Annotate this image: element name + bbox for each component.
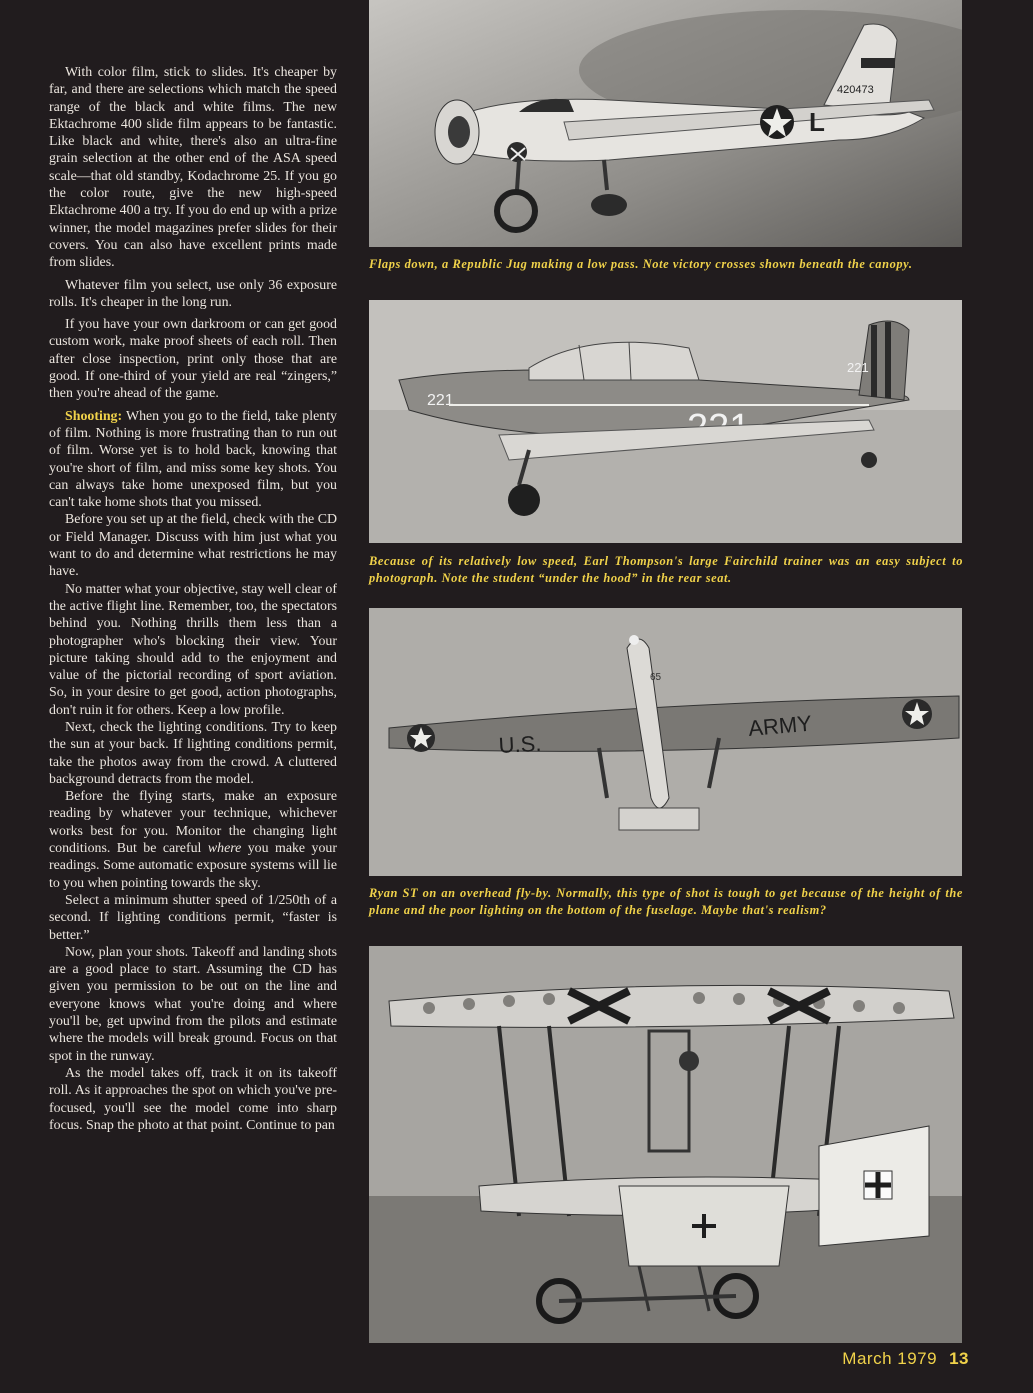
paragraph: As the model takes off, track it on its takeoff roll. As it approaches the spot on which you've pre-focused, you'll see the model come into sharp focus. Snap the photo at that point. Continue to pan: [49, 1065, 337, 1133]
paragraph-text: you make your readings. Some automatic exposure systems will lie to you when pointing towards the sky.: [49, 841, 337, 891]
paragraph-shooting: [49, 408, 337, 512]
ryan-illustration: [369, 608, 962, 876]
section-heading: Shooting:: [65, 408, 123, 424]
photo-biplane: [369, 946, 962, 1343]
photo-republic-jug: [369, 0, 962, 247]
emphasis: where: [207, 841, 242, 857]
article-body: [49, 64, 337, 1134]
tail-number: 221: [847, 360, 869, 375]
wing-marking-us: U.S.: [497, 730, 542, 758]
page-number: 13: [949, 1349, 969, 1368]
photo-caption: Because of its relatively low speed, Earl Thompson's large Fairchild trainer was an easy subject to photograph. Note the student “under the hood” in the rear seat.: [369, 554, 963, 585]
biplane-illustration: [369, 946, 962, 1343]
wing-marking-army: ARMY: [747, 710, 813, 741]
paragraph: Select a minimum shutter speed of 1/250th of a second. If lighting conditions permit, “faster is better.”: [49, 892, 337, 943]
nose-number: 221: [427, 392, 454, 409]
paragraph: Now, plan your shots. Takeoff and landing shots are a good place to start. Assuming the CD has given you permission to be out on the line and everyone knows what you're doing and where you'll be, get upwind from the pilots and estimate where the models will break ground. Focus on that spot in the runway.: [49, 944, 337, 1064]
paragraph: Before you set up at the field, check with the CD or Field Manager. Discuss with him just what you want to do and determine what restrictions he may have.: [49, 512, 337, 580]
paragraph: No matter what your objective, stay well clear of the active flight line. Remember, too, the spectators behind you. Nothing thrills them less than a photographer who's blocking their view. Your picture taking should add to the enjoyment and value of the pictorial recording of sport aviation. So, in your desire to get good, action photographs, don't ruin it for others. Keep a low profile.: [49, 581, 337, 718]
squadron-letter: L: [809, 107, 825, 137]
fuselage-number: 65: [650, 672, 662, 683]
paragraph: Whatever film you select, use only 36 exposure rolls. It's cheaper in the long run.: [49, 277, 337, 310]
jug-illustration: [369, 0, 962, 247]
paragraph: Next, check the lighting conditions. Try to keep the sun at your back. If lighting conditions permit, take the photos away from the crowd. A cluttered background detracts from the model.: [49, 719, 337, 787]
fairchild-illustration: [369, 300, 962, 543]
paragraph-text: When you go to the field, take plenty of film. Nothing is more frustrating than to run out of film. Worse yet is to hold back, knowing that you're short of film, and miss some key shots. You can always take home unexposed film, but you can't take home shots that you missed.: [49, 408, 337, 511]
tail-number: 420473: [837, 84, 874, 96]
paragraph: If you have your own darkroom or can get good custom work, make proof sheets of each roll. Then after close inspection, print only those that are good. If one-third of your yield are real “zingers,” then you're ahead of the game.: [49, 317, 337, 402]
issue-date: March 1979: [842, 1349, 938, 1368]
photo-caption: Flaps down, a Republic Jug making a low pass. Note victory crosses shown beneath the canopy.: [369, 257, 913, 271]
paragraph-text: Before the flying starts, make an exposure reading by whatever your technique, whichever works best for you. Monitor the changing light conditions. But be careful: [49, 789, 337, 857]
page-footer: [842, 1349, 969, 1369]
paragraph: With color film, stick to slides. It's cheaper by far, and there are selections which match the speed range of the black and white films. The new Ektachrome 400 slide film appears to be fantastic. Like black and white, there's also an ultra-fine grain selection at the other end of the ASA speed scale—that old standby, Kodachrome 25. If you go the color route, give the new high-speed Ektachrome 400 a try. If you do end up with a prize winner, the model magazines prefer slides for their covers. You can also have excellent prints made from slides.: [49, 65, 337, 271]
paragraph-exposure: [49, 788, 337, 892]
photo-caption: Ryan ST on an overhead fly-by. Normally, this type of shot is tough to get because of the height of the plane and the poor lighting on the bottom of the fuselage. Maybe that's realism?: [369, 886, 963, 917]
photo-ryan-st: [369, 608, 962, 876]
photo-fairchild-trainer: [369, 300, 962, 543]
